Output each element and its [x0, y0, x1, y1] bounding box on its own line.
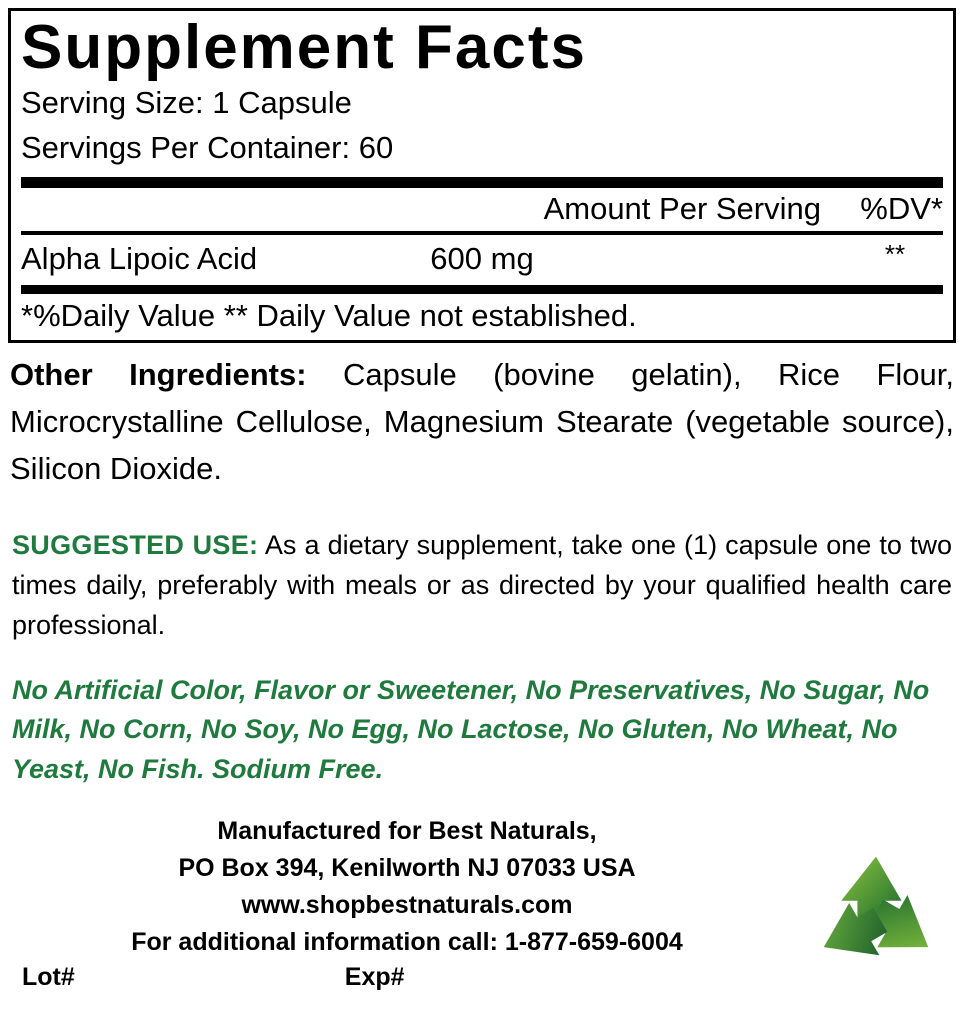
- nutrient-dv: **: [884, 238, 906, 269]
- daily-value-header: %DV*: [860, 190, 943, 226]
- other-ingredients-label: Other Ingredients:: [10, 356, 307, 392]
- recycle-icon: [806, 852, 946, 982]
- other-ingredients: [10, 351, 954, 492]
- supplement-facts-panel: [8, 8, 956, 343]
- table-row: [21, 235, 943, 285]
- serving-size: Serving Size: 1 Capsule: [21, 85, 352, 120]
- divider-mid: [21, 285, 943, 294]
- amount-per-serving-header: Amount Per Serving: [543, 190, 821, 226]
- suggested-use-text: As a dietary supplement, take one (1) capsule one to two times daily, preferably with meals or as directed by your qualified health care professional.: [12, 530, 952, 640]
- lot-label: Lot#: [22, 962, 75, 991]
- page-title: Supplement Facts: [21, 13, 587, 82]
- suggested-use: [12, 526, 952, 645]
- daily-value-footnote: *%Daily Value ** Daily Value not established.: [21, 297, 637, 333]
- footer: [8, 813, 956, 992]
- servings-per-container: Servings Per Container: 60: [21, 129, 394, 165]
- amount-header-row: [21, 188, 943, 231]
- website-line: www.shopbestnaturals.com: [241, 890, 573, 919]
- divider-thick: [21, 177, 943, 188]
- free-from-claims: No Artificial Color, Flavor or Sweetener, No Preservatives, No Sugar, No Milk, No Corn, No Soy, No Egg, No Lactose, No Gluten, No Wheat, No Yeast, No Fish. Sodium Free.: [12, 675, 930, 784]
- nutrient-amount: 600 mg: [430, 240, 534, 276]
- suggested-use-label: SUGGESTED USE:: [12, 530, 259, 561]
- nutrient-name: Alpha Lipoic Acid: [21, 240, 258, 276]
- address-line: PO Box 394, Kenilworth NJ 07033 USA: [178, 853, 636, 882]
- exp-label: Exp#: [344, 962, 405, 991]
- other-ingredients-text: Capsule (bovine gelatin), Rice Flour, Microcrystalline Cellulose, Magnesium Stearate (vegetable source), Silicon Dioxide.: [10, 356, 954, 487]
- phone-line: For additional information call: 1-877-659-6004: [131, 927, 683, 956]
- manufacturer-line: Manufactured for Best Naturals,: [217, 816, 597, 845]
